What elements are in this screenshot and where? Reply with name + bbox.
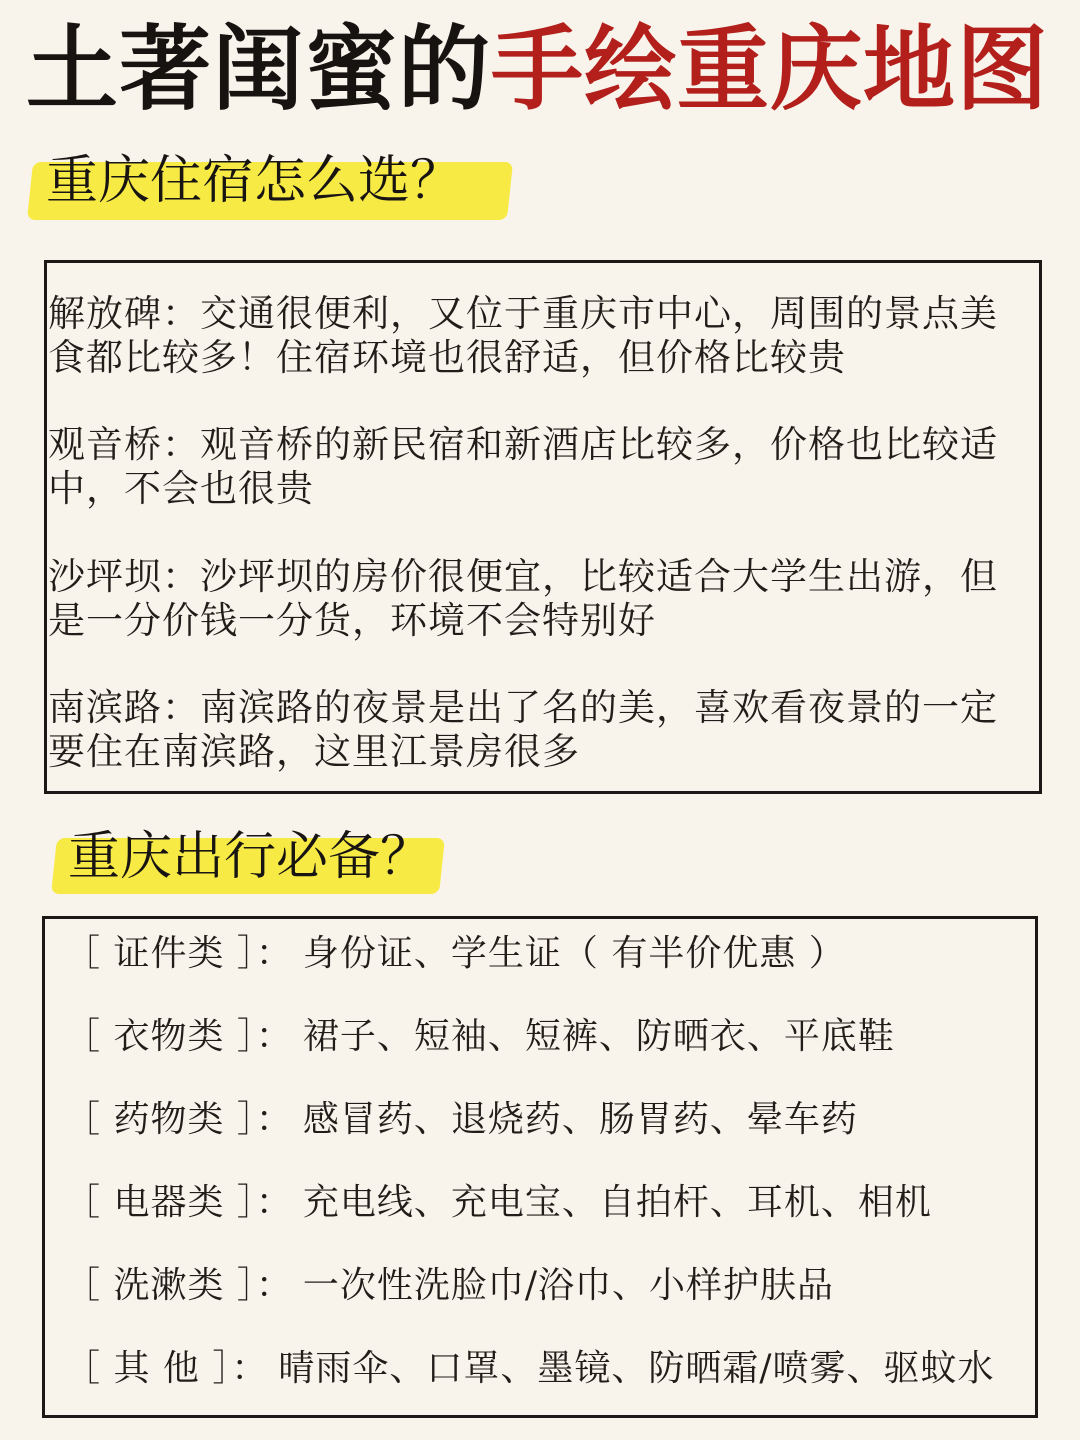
item-content: 身份证、学生证（ 有半价优惠 ） (302, 933, 846, 974)
lodging-paragraph-jiefangbei: 解放碑：交通很便利，又位于重庆市中心，周围的景点美食都比较多！住宿环境也很舒适，但价格比较贵 (48, 292, 998, 379)
essentials-item-documents (64, 932, 1024, 976)
item-content: 充电线、充电宝、自拍杆、耳机、相机 (302, 1182, 932, 1223)
essentials-item-electronics (64, 1181, 1024, 1225)
essentials-item-medicine (64, 1098, 1024, 1142)
essentials-box (42, 916, 1038, 1418)
page-title (26, 10, 1066, 130)
essentials-item-others (64, 1347, 1024, 1391)
title-black-part: 土著闺蜜的 (26, 16, 492, 123)
item-content: 感冒药、退烧药、肠胃药、晕车药 (302, 1099, 858, 1140)
item-content: 裙子、短袖、短裤、防晒衣、平底鞋 (302, 1016, 895, 1057)
section-heading-lodging: 重庆住宿怎么选？ (46, 151, 463, 211)
lodging-paragraph-shapingba: 沙坪坝：沙坪坝的房价很便宜，比较适合大学生出游，但是一分价钱一分货，环境不会特别好 (48, 555, 998, 642)
item-content: 一次性洗脸巾/浴巾、小样护肤品 (302, 1265, 835, 1306)
title-red-part: 手绘重庆地图 (491, 16, 1050, 123)
item-category: ［ 其 他 ］： (64, 1348, 269, 1389)
item-category: ［ 药物类 ］： (64, 1099, 293, 1140)
section-heading-essentials: 重庆出行必备？ (68, 827, 433, 887)
lodging-paragraph-guanyinqiao: 观音桥：观音桥的新民宿和新酒店比较多，价格也比较适中，不会也很贵 (48, 423, 998, 510)
item-content: 晴雨伞、口罩、墨镜、防晒霜/喷雾、驱蚊水 (278, 1348, 995, 1389)
essentials-item-toiletries (64, 1264, 1024, 1308)
item-category: ［ 衣物类 ］： (64, 1016, 293, 1057)
essentials-item-clothing (64, 1015, 1024, 1059)
item-category: ［ 证件类 ］： (64, 933, 293, 974)
lodging-paragraph-nanbinlu: 南滨路：南滨路的夜景是出了名的美，喜欢看夜景的一定要住在南滨路，这里江景房很多 (48, 686, 998, 773)
item-category: ［ 洗漱类 ］： (64, 1265, 293, 1306)
item-category: ［ 电器类 ］： (64, 1182, 293, 1223)
